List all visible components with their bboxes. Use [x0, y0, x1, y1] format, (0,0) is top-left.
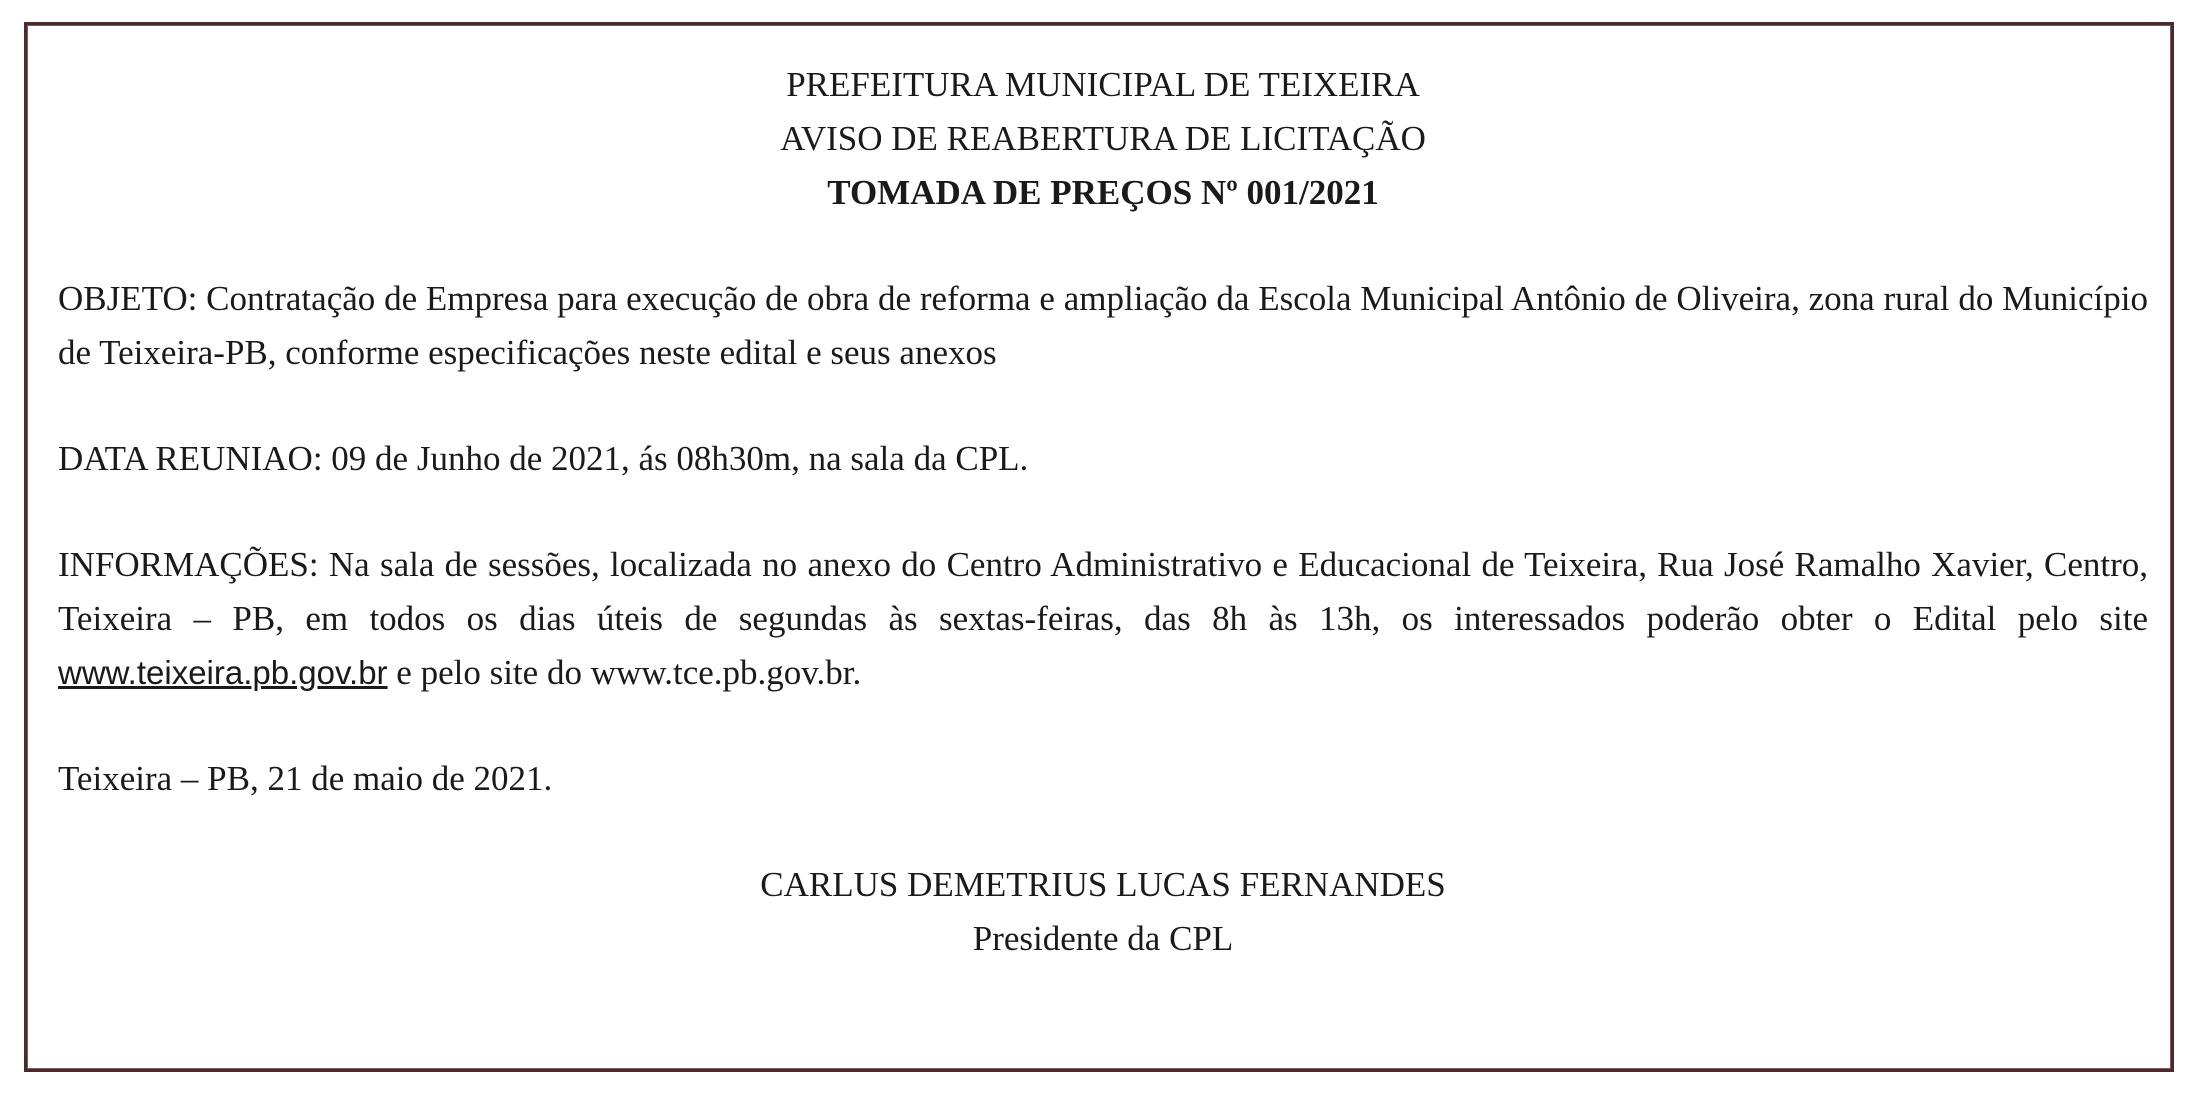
signature-block — [58, 858, 2148, 966]
notice-header — [58, 58, 2148, 220]
place-date: Teixeira – PB, 21 de maio de 2021. — [58, 759, 553, 798]
municipality-title: PREFEITURA MUNICIPAL DE TEIXEIRA — [786, 65, 1420, 104]
spacer — [58, 700, 2148, 752]
spacer — [58, 806, 2148, 858]
spacer — [58, 220, 2148, 272]
teixeira-site-link[interactable]: www.teixeira.pb.gov.br — [58, 654, 388, 691]
objeto-paragraph: OBJETO: Contratação de Empresa para execução de obra de reforma e ampliação da Escola Municipal Antônio de Oliveira, zona rural do Município de Teixeira-PB, conforme especificações neste edital e seus anexos — [58, 279, 2148, 372]
tender-number: TOMADA DE PREÇOS Nº 001/2021 — [827, 173, 1379, 212]
spacer — [58, 486, 2148, 538]
signatory-name: CARLUS DEMETRIUS LUCAS FERNANDES — [760, 865, 1446, 904]
informacoes-paragraph — [58, 538, 2148, 700]
informacoes-tail: e pelo site do www.tce.pb.gov.br. — [387, 653, 862, 692]
data-reuniao-paragraph: DATA REUNIAO: 09 de Junho de 2021, ás 08h30m, na sala da CPL. — [58, 439, 1029, 478]
signatory-role: Presidente da CPL — [972, 919, 1234, 958]
notice-title: AVISO DE REABERTURA DE LICITAÇÃO — [780, 119, 1426, 158]
spacer — [58, 380, 2148, 432]
notice-content — [58, 58, 2148, 966]
informacoes-text: INFORMAÇÕES: Na sala de sessões, localizada no anexo do Centro Administrativo e Educacional de Teixeira, Rua José Ramalho Xavier, Centro, Teixeira – PB, em todos os dias úteis de segundas às sextas-feiras, das 8h às 13h, os interessados poderão obter o Edital pelo site — [58, 545, 2148, 638]
